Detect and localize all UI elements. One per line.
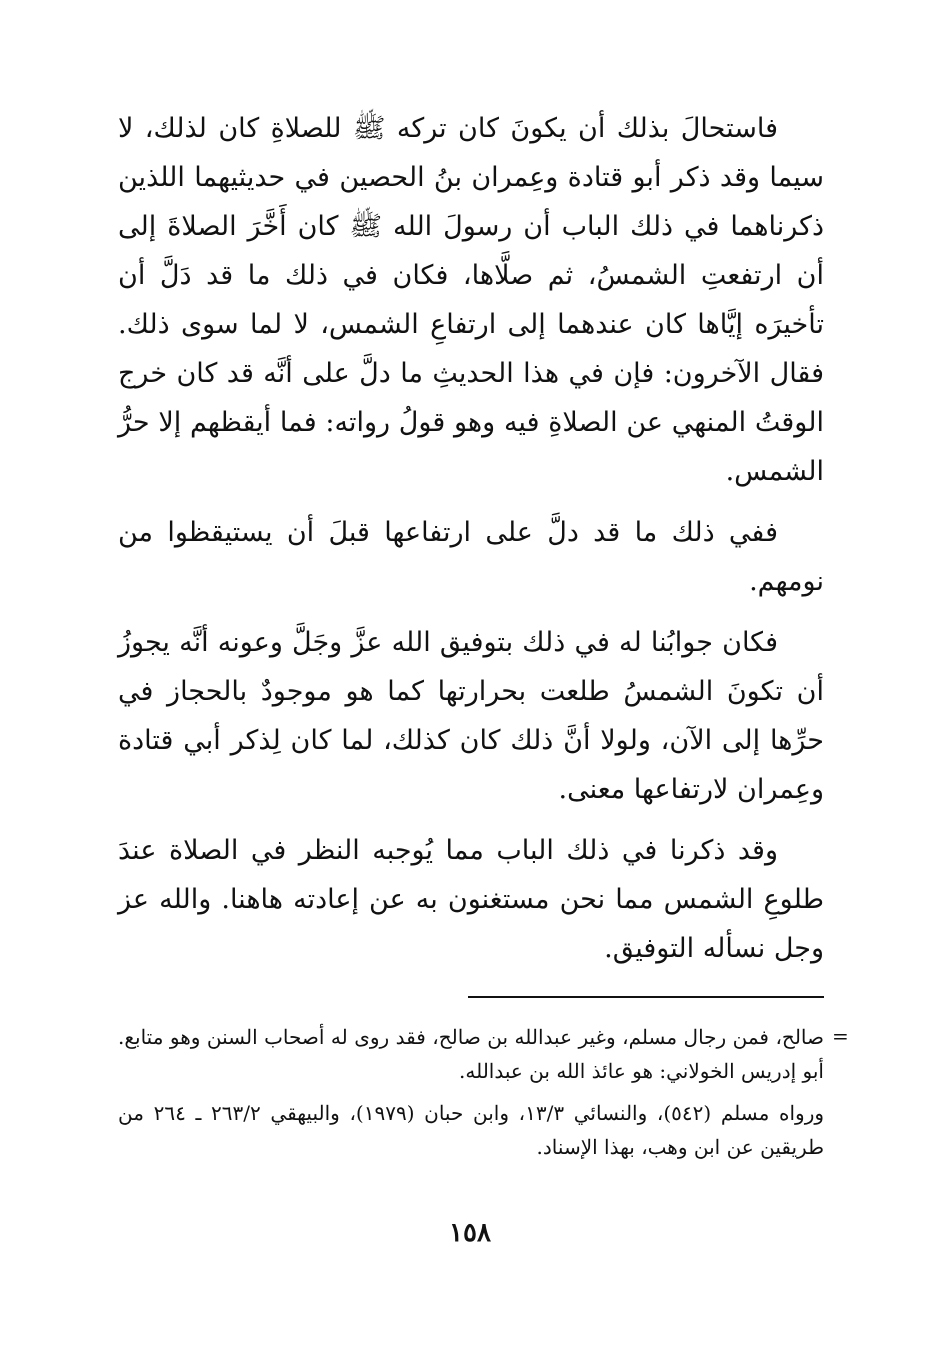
footnotes-section (118, 1020, 824, 1172)
main-paragraph-3: فكان جوابُنا له في ذلك بتوفيق الله عزَّ وجَلَّ وعونه أنَّه يجوزُ أن تكونَ الشمسُ طلعت بحرارتها كما هو موجودٌ بالحجاز في حرِّها إلى الآن، ولولا أنَّ ذلك كان كذلك، لما كان لِذكر أبي قتادة وعِمران لارتفاعها معنى. (118, 627, 824, 805)
footnote-paragraph-2: ورواه مسلم (٥٤٢)، والنسائي ١٣/٣، وابن حبان (١٩٧٩)، والبيهقي ٢٦٣/٢ ـ ٢٦٤ من طريقين عن ابن وهب، بهذا الإسناد. (118, 1101, 825, 1159)
footnote-continuation-marker: = (832, 1024, 849, 1048)
main-paragraph-1: فاستحالَ بذلك أن يكونَ كان تركه ﷺ للصلاةِ كان لذلك، لا سيما وقد ذكر أبو قتادة وعِمران بنُ الحصين في حديثيهما اللذين ذكرناهما في ذلك الباب أن رسولَ الله ﷺ كان أَخَّرَ الصلاةَ إلى أن ارتفعتِ الشمسُ، ثم صلَّاها، فكان في ذلك ما قد دَلَّ أن تأخيرَه إيَّاها كان عندهما إلى ارتفاعِ الشمس، لا لما سوى ذلك. فقال الآخرون: فإن في هذا الحديثِ ما دلَّ على أنَّه قد كان خرج الوقتُ المنهي عن الصلاةِ فيه وهو قولُ رواته: فما أيقظهم إلا حرُّ الشمس. (118, 113, 824, 487)
main-paragraph-2: ففي ذلك ما قد دلَّ على ارتفاعها قبلَ أن يستيقظوا من نومهم. (118, 517, 824, 597)
main-text-body (118, 104, 824, 985)
footnote-paragraph-1: صالح، فمن رجال مسلم، وغير عبدالله بن صالح، فقد روى له أصحاب السنن وهو متابع. أبو إدريس الخولاني: هو عائذ الله بن عبدالله. (118, 1025, 824, 1083)
footnote-divider (468, 996, 824, 998)
page-number: ١٥٨ (449, 1218, 491, 1248)
main-paragraph-4: وقد ذكرنا في ذلك الباب مما يُوجبه النظر في الصلاة عندَ طلوعِ الشمس مما نحن مستغنون به عن إعادته هاهنا. والله عز وجل نسأله التوفيق. (118, 835, 824, 964)
